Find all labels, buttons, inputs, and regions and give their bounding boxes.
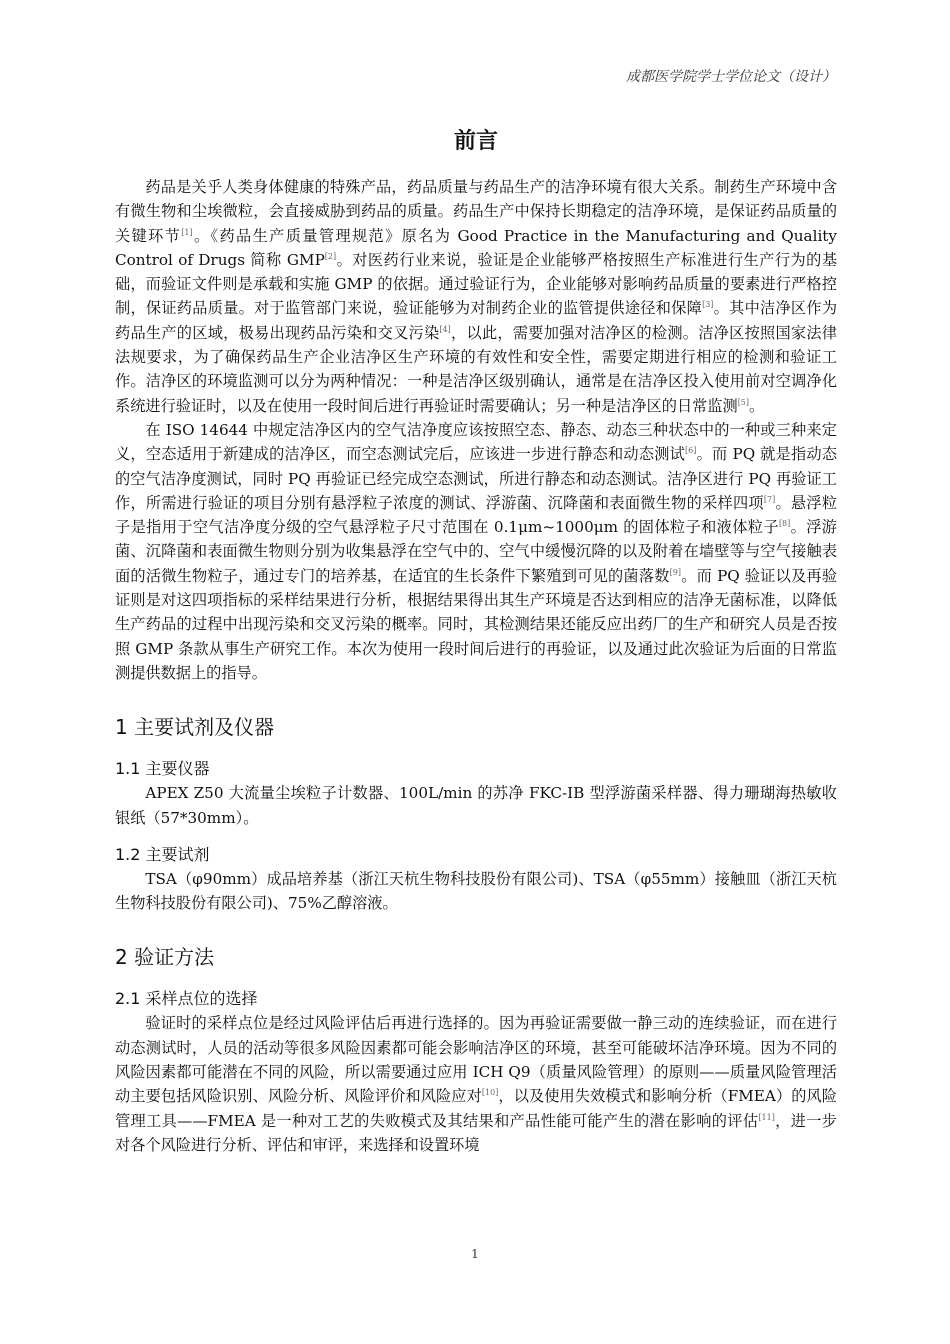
text-run: 。 [749, 396, 765, 415]
subsection-2-1-text [115, 1011, 837, 1157]
section-2-title: 2 验证方法 [115, 945, 215, 970]
preface-title: 前言 [453, 129, 498, 154]
subsection-1-2-text: TSA（φ90mm）成品培养基（浙江天杭生物科技股份有限公司)、TSA（φ55mm）接触皿（浙江天杭生物科技股份有限公司)、75%乙醇溶液。 [115, 869, 837, 913]
citation-8: [8] [778, 519, 791, 529]
citation-10: [10] [481, 1088, 499, 1098]
text-run: ，以此，需要加强对洁净区的检测。洁净区按照国家法律法规要求，为了确保药品生产企业洁净区生产环境的有效性和安全性，需要定期进行相应的检测和验证工作。洁净区的环境监测可以分为两种情况：一种是洁净区级别确认，通常是在洁净区投入使用前对空调净化系统进行验证时，以及在使用一段时间后进行再验证时需要确认；另一种是洁净区的日常监测 [115, 323, 838, 415]
citation-7: [7] [763, 494, 776, 504]
text-run: 。浮游菌、沉降菌和表面微生物则分别为收集悬浮在空气中的、空气中缓慢沉降的以及附着在墙壁等与空气接触表面的活微生物粒子，通过专门的培养基，在适宜的生长条件下繁殖到可见的菌落数 [115, 518, 837, 585]
subsection-2-1-title: 2.1 采样点位的选择 [115, 989, 258, 1009]
text-run: 。悬浮粒子是指用于空气洁净度分级的空气悬浮粒子尺寸范围在 0.1μm~1000μm 的固体粒子和液体粒子 [115, 493, 838, 537]
subsection-1-1-text: APEX Z50 大流量尘埃粒子计数器、100L/min 的苏净 FKC-IB 型浮游菌采样器、得力珊瑚海热敏收银纸（57*30mm）。 [115, 784, 837, 827]
page-content [115, 124, 837, 1157]
running-header: 成都医学院学士学位论文（设计） [626, 69, 836, 85]
text-run: 。而 PQ 就是指动态的空气洁净度测试，同时 PQ 再验证已经完成空态测试，所进行静态和动态测试。洁净区进行 PQ 再验证工作，所需进行验证的项目分别有悬浮粒子浓度的测试、浮游菌、沉降菌和表面微生物的采样四项 [115, 445, 838, 512]
text-run: ，以及使用失效模式和影响分析（FMEA）的风险管理工具——FMEA 是一种对工艺的失败模式及其结果和产品性能可能产生的潜在影响的评估 [115, 1087, 837, 1130]
text-run: 药品是关乎人类身体健康的特殊产品，药品质量与药品生产的洁净环境有很大关系。制药生产环境中含有微生物和尘埃微粒，会直接威胁到药品的质量。药品生产中保持长期稳定的洁净环境，是保证药品质量的关键环节 [115, 178, 837, 245]
text-run: 在 ISO 14644 中规定洁净区内的空气洁净度应该按照空态、静态、动态三种状态中的一种或三种来定义，空态适用于新建成的洁净区，而空态测试完后，应该进一步进行静态和动态测试 [115, 420, 837, 464]
text-run: ，进一步对各个风险进行分析、评估和审评，来选择和设置环境 [115, 1111, 837, 1154]
citation-6: [6] [685, 446, 697, 456]
citation-11: [11] [758, 1112, 775, 1122]
section-1-title: 1 主要试剂及仪器 [115, 715, 275, 740]
citation-4: [4] [439, 324, 451, 334]
text-run: 。而 PQ 验证以及再验证则是对这四项指标的采样结果进行分析，根据结果得出其生产环境是否达到相应的洁净无菌标准，以降低生产药品的过程中出现污染和交叉污染的概率。同时，其检测结果还能反应出药厂的生产和研究人员是否按照 GMP 条款从事生产研究工作。本次为使用一段时间后进行的再验证，以及通过此次验证为后面的日常监测提供数据上的指导。 [115, 566, 838, 682]
citation-1: [1] [181, 227, 193, 237]
citation-2: [2] [324, 251, 337, 261]
text-run: 。对医药行业来说，验证是企业能够严格按照生产标准进行生产行为的基础，而验证文件则是承载和实施 GMP 的依据。通过验证行为，企业能够对影响药品质量的要素进行严格控制，保证药品质量。对于监管部门来说，验证能够为对制药企业的监管提供途径和保障 [115, 250, 838, 318]
text-run: 。《药品生产质量管理规范》原名为 Good Practice in the Manufacturing and Quality Control of Drugs 简称 GMP [115, 226, 837, 269]
text-run: 验证时的采样点位是经过风险评估后再进行选择的。因为再验证需要做一静三动的连续验证，而在进行动态测试时，人员的活动等很多风险因素都可能会影响洁净区的环境，甚至可能破坏洁净环境。因为不同的风险因素都可能潜在不同的风险，所以需要通过应用 ICH Q9（质量风险管理）的原则——质量风险管理活动主要包括风险识别、风险分析、风险评价和风险应对 [115, 1014, 837, 1106]
preface-paragraph-2 [115, 418, 837, 685]
text-run: 。其中洁净区作为药品生产的区域，极易出现药品污染和交叉污染 [115, 299, 838, 342]
page-number: 1 [471, 1247, 479, 1261]
subsection-1-1-title: 1.1 主要仪器 [115, 759, 210, 779]
citation-3: [3] [702, 300, 714, 310]
preface-paragraph-1 [115, 175, 837, 418]
subsection-1-2-title: 1.2 主要试剂 [115, 844, 210, 864]
citation-9: [9] [669, 567, 681, 577]
citation-5: [5] [737, 397, 750, 407]
